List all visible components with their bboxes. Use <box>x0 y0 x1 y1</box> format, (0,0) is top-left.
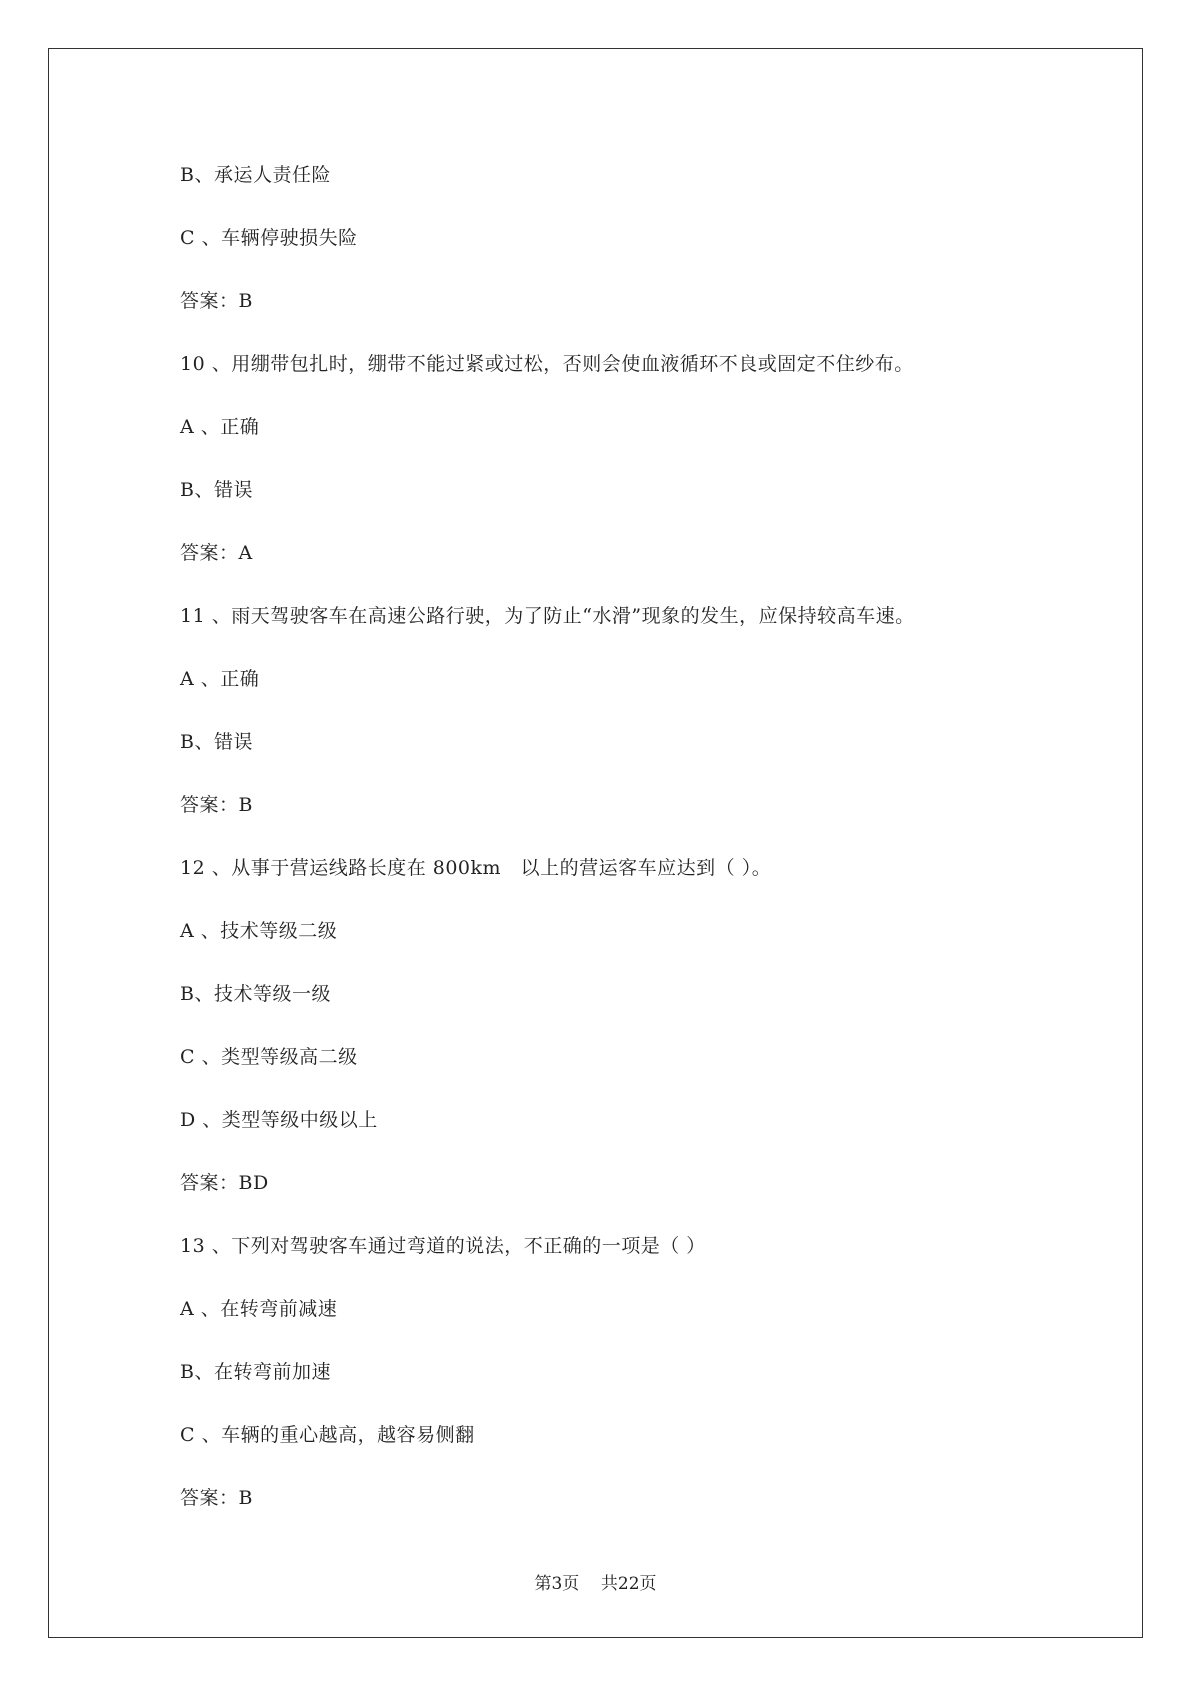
answer: 答案：B <box>180 794 253 816</box>
option-b: B、错误 <box>180 479 253 501</box>
page-border <box>48 48 1143 1638</box>
option-a: A 、在转弯前减速 <box>180 1298 338 1320</box>
option-a: A 、正确 <box>180 416 260 438</box>
option-b: B、在转弯前加速 <box>180 1361 331 1383</box>
option-a: A 、正确 <box>180 668 260 690</box>
answer: 答案：BD <box>180 1172 269 1194</box>
question-13: 13 、下列对驾驶客车通过弯道的说法，不正确的一项是（ ） <box>180 1235 706 1257</box>
answer: 答案：B <box>180 1487 253 1509</box>
option-c: C 、车辆的重心越高，越容易侧翻 <box>180 1424 475 1446</box>
page-number: 第3页 共22页 <box>534 1574 657 1594</box>
question-12: 12 、从事于营运线路长度在 800km 以上的营运客车应达到（ ）。 <box>180 857 772 879</box>
answer: 答案：B <box>180 290 253 312</box>
option-d: D 、类型等级中级以上 <box>180 1109 378 1131</box>
option-b: B、承运人责任险 <box>180 164 331 186</box>
option-c: C 、类型等级高二级 <box>180 1046 358 1068</box>
answer: 答案：A <box>180 542 253 564</box>
option-c: C 、车辆停驶损失险 <box>180 227 358 249</box>
option-b: B、技术等级一级 <box>180 983 331 1005</box>
option-a: A 、技术等级二级 <box>180 920 338 942</box>
option-b: B、错误 <box>180 731 253 753</box>
question-10: 10 、用绷带包扎时，绷带不能过紧或过松，否则会使血液循环不良或固定不住纱布。 <box>180 353 914 375</box>
question-11: 11 、雨天驾驶客车在高速公路行驶，为了防止“水滑”现象的发生，应保持较高车速。 <box>180 605 915 627</box>
